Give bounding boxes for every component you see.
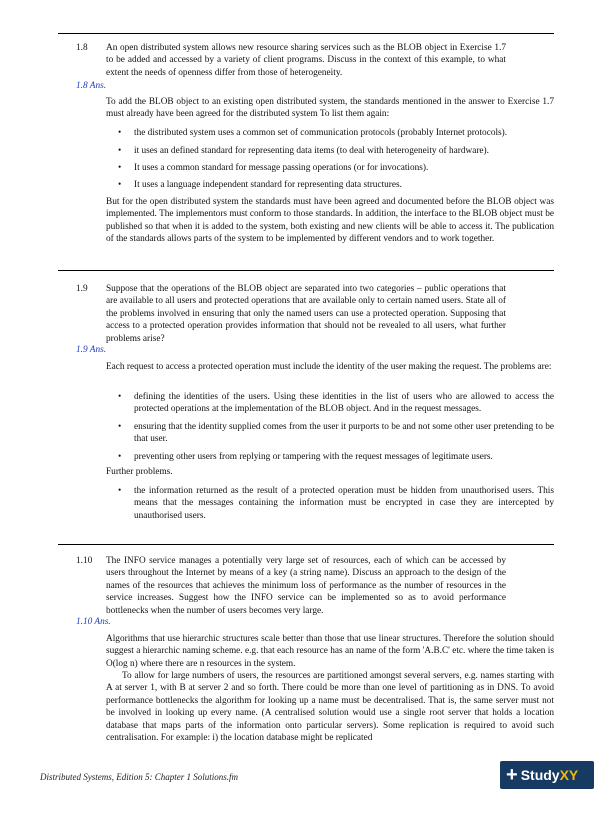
- question-text: The INFO service manages a potentially very large set of resources, each of which can be accessed by users throughout the Internet by means of a key (a string name). Discuss an approach to the design of the names of the resources that achieves the minimum loss of performance as the number of resources in the service increases. Suggest how the INFO service can be implemented so as to avoid performance bottlenecks when the number of users becomes very large.: [106, 556, 506, 616]
- bullet-icon: •: [118, 180, 122, 190]
- bullet-icon: •: [118, 163, 122, 173]
- list-item: • It uses a common standard for message passing operations (or for invocations).: [118, 163, 429, 173]
- answer-paragraph: To add the BLOB object to an existing open distributed system, the standards mentioned in the answer to Exercise 1.7 must already have been agreed for the distributed system To list them again:: [106, 97, 554, 120]
- question-number: 1.10: [76, 556, 93, 566]
- list-item: • the distributed system uses a common set of communication protocols (probably Internet protocols).: [118, 128, 508, 138]
- further-problems-label: Further problems.: [106, 467, 173, 477]
- list-item: • the information returned as the result of a protected operation must be hidden from unauthorised users. This means that the messages containing the information must be encrypted in case they are intercepted by unauthorised users.: [118, 486, 554, 521]
- list-item: • it uses an defined standard for representing data items (to deal with heterogeneity of hardware).: [118, 146, 489, 156]
- answer-paragraph: But for the open distributed system the standards must have been agreed and documented before the BLOB object was implemented. The implementors must conform to those standards. In addition, the interface to the BLOB object must be published so that when it is added to the system, both existing and new clients will be able to access it. The publication of the standards allows parts of the system to be implemented by different vendors and to work together.: [106, 197, 554, 245]
- list-item: • preventing other users from replying or tampering with the request messages of legitimate users.: [118, 452, 493, 462]
- studyxy-logo: [500, 761, 594, 789]
- question-text: An open distributed system allows new resource sharing services such as the BLOB object in Exercise 1.7 to be added and accessed by a variety of client programs. Discuss in the context of this example, to what extent the needs of openness differ from those of heterogeneity.: [106, 43, 506, 78]
- answer-paragraph: Each request to access a protected operation must include the identity of the user making the request. The problems are:: [106, 362, 552, 372]
- list-item: • It uses a language independent standard for representing data structures.: [118, 180, 402, 190]
- answer-label: 1.8 Ans.: [76, 81, 107, 91]
- question-text: Suppose that the operations of the BLOB object are separated into two categories – public operations that are available to all users and protected operations that are available only to certain named users. State all of the problems involved in ensuring that only the named users can use a protected operation. Supposing that access to a protected operation provides information that should not be revealed to all users, what further problems arise?: [106, 284, 506, 344]
- answer-paragraph: To allow for large numbers of users, the resources are partitioned amongst several servers, e.g. names starting with A at server 1, with B at server 2 and so forth. There could be more than one level of partitioning as in DNS. To avoid performance bottlenecks the algorithm for looking up a name must be decentralised. That is, the same server must not be involved in looking up every name. (A centralised solution would use a single root server that holds a location database that maps parts of the information onto particular servers). Some replication is required to avoid such centralisation. For example: i) the location database might be replicated: [106, 671, 554, 744]
- bullet-icon: •: [118, 392, 122, 402]
- plus-icon: +: [506, 764, 518, 786]
- logo-text: StudyXY: [520, 767, 579, 783]
- list-item: • ensuring that the identity supplied comes from the user it purports to be and not some other user pretending to be that user.: [118, 422, 554, 445]
- answer-paragraph: Algorithms that use hierarchic structures scale better than those that use linear structures. Therefore the solution should suggest a hierarchic naming scheme. e.g. that each resource has an name of the form 'A.B.C' etc. where the time taken is O(log n) where there are n resources in the system.: [106, 634, 554, 669]
- bullet-icon: •: [118, 452, 122, 462]
- answer-label: 1.10 Ans.: [76, 617, 111, 627]
- section-divider: [58, 544, 554, 545]
- bullet-icon: •: [118, 146, 122, 156]
- bullet-icon: •: [118, 128, 122, 138]
- question-number: 1.9: [76, 284, 88, 294]
- bullet-icon: •: [118, 486, 122, 496]
- section-divider: [58, 270, 554, 271]
- question-number: 1.8: [76, 43, 88, 53]
- section-divider: [58, 33, 554, 34]
- answer-label: 1.9 Ans.: [76, 345, 107, 355]
- bullet-icon: •: [118, 422, 122, 432]
- page-footer: Distributed Systems, Edition 5: Chapter 1 Solutions.fm: [40, 772, 238, 782]
- list-item: • defining the identities of the users. Using these identities in the list of users who are allowed to access the protected operations at the implementation of the BLOB object. And in the request messages.: [118, 392, 554, 415]
